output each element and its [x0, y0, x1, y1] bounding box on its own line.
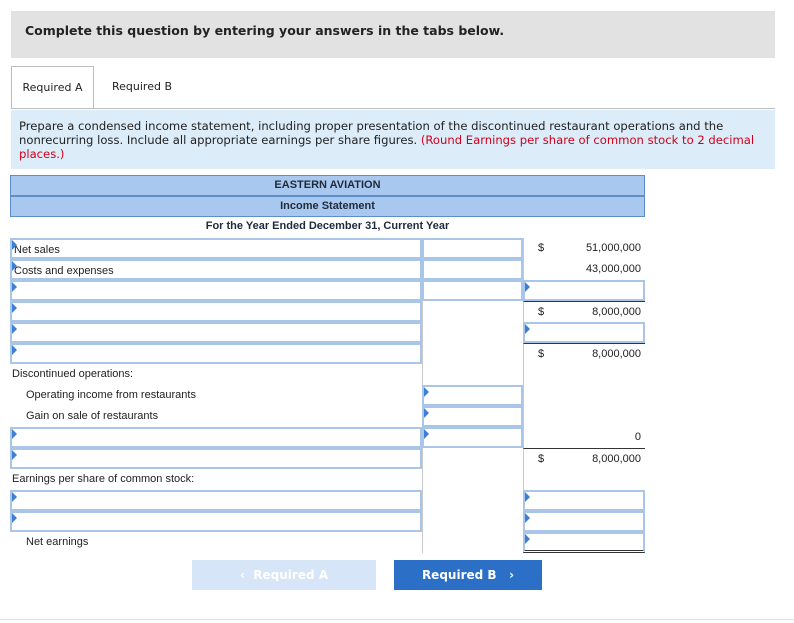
- right-amount-cell: $ 8,000,000: [523, 301, 645, 322]
- amount-value: 0: [634, 431, 641, 443]
- tab-divider: [11, 108, 775, 109]
- table-row: [10, 385, 645, 406]
- middle-amount-cell: [422, 511, 523, 532]
- right-amount-input[interactable]: [523, 532, 645, 553]
- dropdown-indicator-icon: [12, 240, 17, 250]
- table-row: [10, 301, 645, 322]
- dropdown-indicator-icon: [525, 282, 530, 292]
- table-row: [10, 343, 645, 364]
- row-label-input[interactable]: [10, 343, 422, 364]
- rounding-note: (Round Earnings per share of common stock to 2 decimal places.): [19, 133, 755, 161]
- middle-amount-cell: [422, 343, 523, 364]
- dropdown-indicator-icon: [12, 324, 17, 334]
- table-row: [10, 364, 645, 385]
- middle-amount-input[interactable]: [422, 406, 523, 427]
- dropdown-indicator-icon: [525, 492, 530, 502]
- dropdown-indicator-icon: [525, 324, 530, 334]
- right-amount-cell: [523, 469, 645, 490]
- middle-amount-input[interactable]: [422, 238, 523, 259]
- table-row: [10, 532, 645, 553]
- dropdown-indicator-icon: [12, 450, 17, 460]
- right-amount-input[interactable]: [523, 490, 645, 511]
- row-label: Discontinued operations:: [12, 368, 134, 380]
- table-row: [10, 280, 645, 301]
- amount-value: 8,000,000: [592, 306, 641, 318]
- right-amount-cell: $ 8,000,000: [523, 343, 645, 364]
- next-required-b-button[interactable]: Required B ›: [394, 560, 542, 590]
- prev-required-a-button[interactable]: ‹ Required A: [192, 560, 376, 590]
- row-label-input[interactable]: [10, 301, 422, 322]
- right-amount-cell: $ 51,000,000: [523, 238, 645, 259]
- row-label: Net earnings: [26, 536, 89, 548]
- right-amount-input[interactable]: [523, 322, 645, 343]
- amount-value: 51,000,000: [585, 242, 641, 254]
- dropdown-indicator-icon: [12, 303, 17, 313]
- row-label-input[interactable]: [10, 427, 422, 448]
- dropdown-indicator-icon: [525, 513, 530, 523]
- table-row: [10, 427, 645, 448]
- company-name: EASTERN AVIATION: [10, 175, 645, 196]
- dropdown-indicator-icon: [525, 534, 530, 544]
- table-row: [10, 490, 645, 511]
- middle-amount-cell: [422, 469, 523, 490]
- table-row: [10, 238, 645, 259]
- instructions-text: Prepare a condensed income statement, including proper presentation of the discontinued restaurant operations and the nonrecurring loss. Include all appropriate earnings per share figures.: [19, 119, 724, 147]
- amount-value: 43,000,000: [585, 263, 641, 275]
- right-amount-cell: [523, 385, 645, 406]
- middle-amount-input[interactable]: [422, 259, 523, 280]
- dropdown-indicator-icon: [424, 387, 429, 397]
- middle-amount-cell: [422, 448, 523, 469]
- table-row: [10, 406, 645, 427]
- table-row: [10, 322, 645, 343]
- statement-period: For the Year Ended December 31, Current Year: [10, 217, 645, 238]
- middle-amount-cell: [422, 364, 523, 385]
- right-amount-cell: [523, 427, 645, 448]
- dropdown-indicator-icon: [424, 408, 429, 418]
- row-label-input[interactable]: [10, 490, 422, 511]
- dropdown-indicator-icon: [12, 261, 17, 271]
- right-amount-cell: $ 8,000,000: [523, 448, 645, 469]
- row-label-input[interactable]: [10, 511, 422, 532]
- statement-title: Income Statement: [10, 196, 645, 217]
- dropdown-indicator-icon: [424, 429, 429, 439]
- table-row: [10, 259, 645, 280]
- row-label-input[interactable]: [10, 448, 422, 469]
- table-row: [10, 448, 645, 469]
- right-amount-cell: [523, 364, 645, 385]
- dropdown-indicator-icon: [12, 282, 17, 292]
- middle-amount-input[interactable]: [422, 385, 523, 406]
- amount-value: 8,000,000: [592, 348, 641, 360]
- middle-amount-input[interactable]: [422, 280, 523, 301]
- middle-amount-cell: [422, 532, 523, 553]
- row-label: Earnings per share of common stock:: [12, 473, 195, 485]
- row-label-input[interactable]: [10, 280, 422, 301]
- tab-required-a[interactable]: Required A: [11, 66, 94, 108]
- table-row: [10, 511, 645, 532]
- row-label-input[interactable]: [10, 322, 422, 343]
- middle-amount-input[interactable]: [422, 427, 523, 448]
- row-label: Operating income from restaurants: [26, 389, 196, 401]
- middle-amount-cell: [422, 490, 523, 511]
- middle-amount-cell: [422, 322, 523, 343]
- row-label: Gain on sale of restaurants: [26, 410, 159, 422]
- middle-amount-cell: [422, 301, 523, 322]
- row-label-input[interactable]: Costs and expenses: [10, 259, 422, 280]
- row-label-input[interactable]: Net sales: [10, 238, 422, 259]
- banner-text: Complete this question by entering your answers in the tabs below.: [25, 23, 505, 38]
- table-row: [10, 469, 645, 490]
- question-instructions: [11, 110, 775, 169]
- right-amount-cell: [523, 406, 645, 427]
- right-amount-cell: [523, 259, 645, 280]
- tab-required-b[interactable]: Required B: [111, 80, 172, 93]
- chevron-right-icon: ›: [509, 568, 515, 582]
- chevron-left-icon: ‹: [239, 568, 245, 582]
- dropdown-indicator-icon: [12, 513, 17, 523]
- right-amount-input[interactable]: [523, 280, 645, 301]
- footer-divider: [0, 619, 794, 620]
- right-amount-input[interactable]: [523, 511, 645, 532]
- dropdown-indicator-icon: [12, 345, 17, 355]
- instructions-banner: [11, 11, 775, 58]
- dropdown-indicator-icon: [12, 492, 17, 502]
- dropdown-indicator-icon: [12, 429, 17, 439]
- amount-value: 8,000,000: [592, 453, 641, 465]
